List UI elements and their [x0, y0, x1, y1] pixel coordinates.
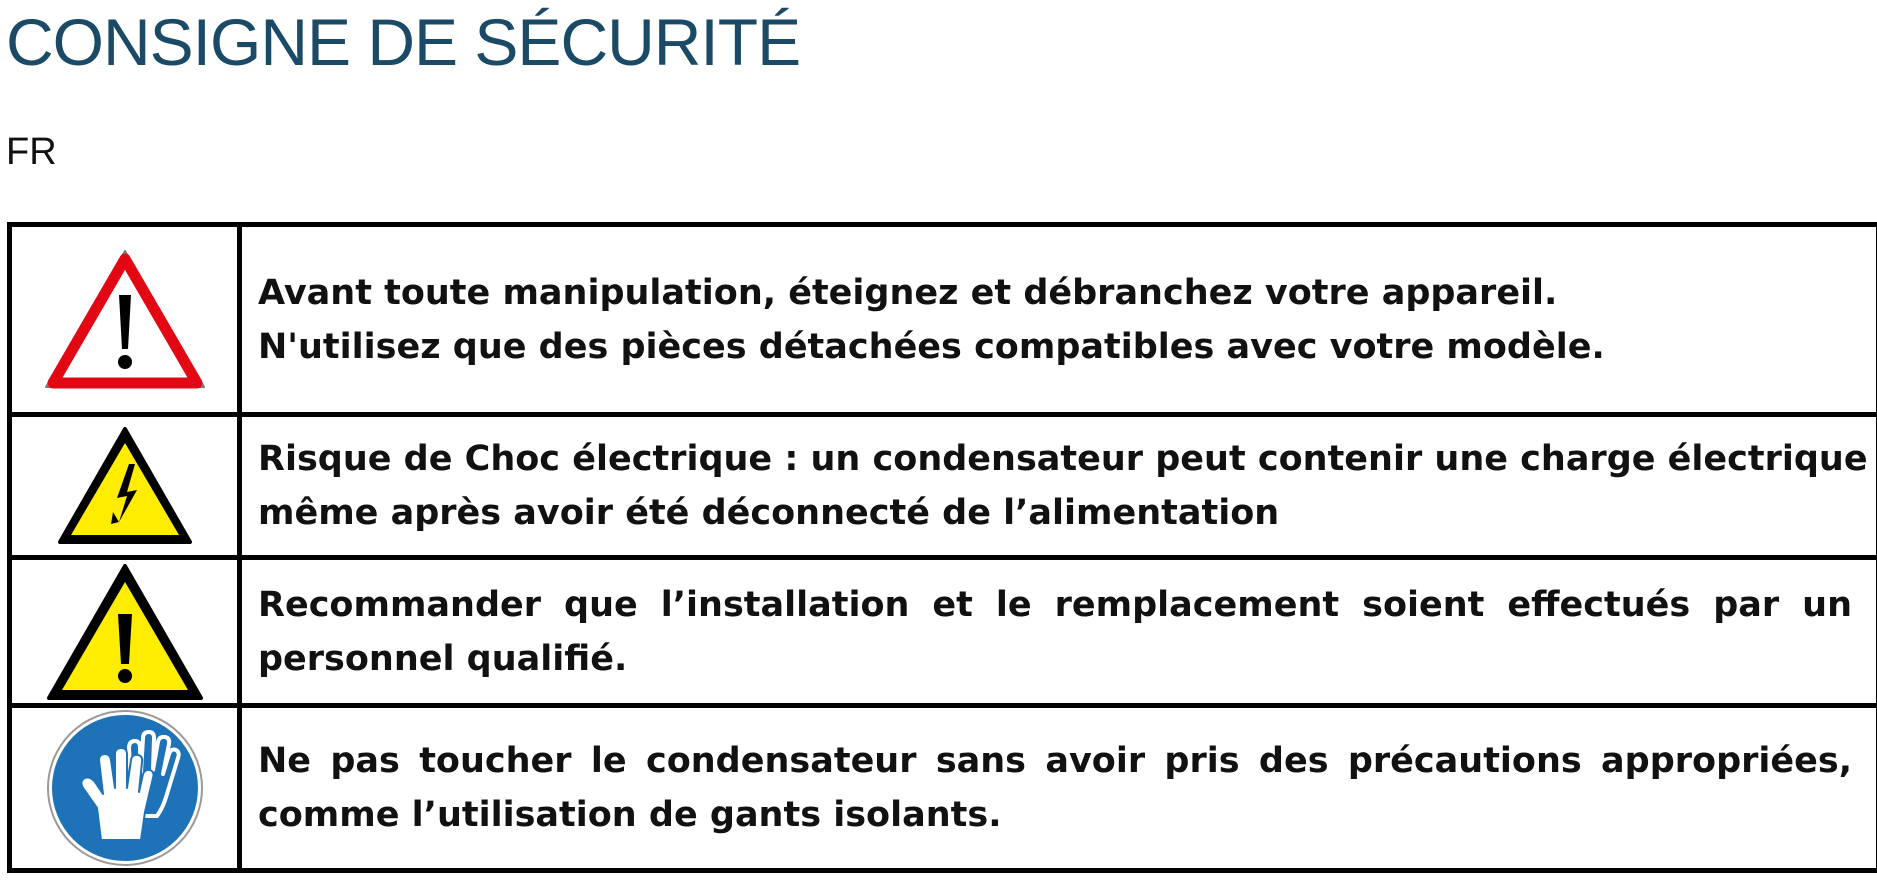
instruction-line: Avant toute manipulation, éteignez et débranchez votre appareil.: [258, 272, 1558, 313]
icon-cell: [10, 415, 240, 558]
instruction-text: [240, 558, 1877, 706]
icon-cell: [10, 558, 240, 706]
icon-cell: [10, 225, 240, 415]
instruction-text: [240, 225, 1877, 415]
page-title: CONSIGNE DE SÉCURITÉ: [6, 5, 801, 79]
warning-exclamation-red-icon: [40, 245, 210, 395]
safety-table: [7, 222, 1877, 873]
electric-shock-hazard-icon: [55, 424, 195, 548]
instruction-line: comme l’utilisation de gants isolants.: [258, 795, 1002, 835]
icon-cell: [10, 706, 240, 871]
table-row: [10, 558, 1877, 706]
table-row: [10, 706, 1877, 871]
instruction-line: personnel qualifié.: [258, 638, 628, 679]
instruction-line: Risque de Choc électrique : un condensateur peut contenir une charge électrique: [258, 439, 1868, 479]
instruction-text: [240, 706, 1877, 871]
table-row: [10, 225, 1877, 415]
language-label: FR: [6, 131, 57, 173]
wear-gloves-icon: [45, 708, 205, 868]
instruction-text: [240, 415, 1877, 558]
general-warning-yellow-icon: [45, 562, 205, 702]
instruction-line: Recommander que l’installation et le remplacement soient effectués par un: [258, 584, 1852, 625]
instruction-line: N'utilisez que des pièces détachées compatibles avec votre modèle.: [258, 326, 1605, 367]
instruction-line: même après avoir été déconnecté de l’alimentation: [258, 493, 1280, 533]
instruction-line: Ne pas toucher le condensateur sans avoir pris des précautions appropriées,: [258, 741, 1852, 781]
table-row: [10, 415, 1877, 558]
